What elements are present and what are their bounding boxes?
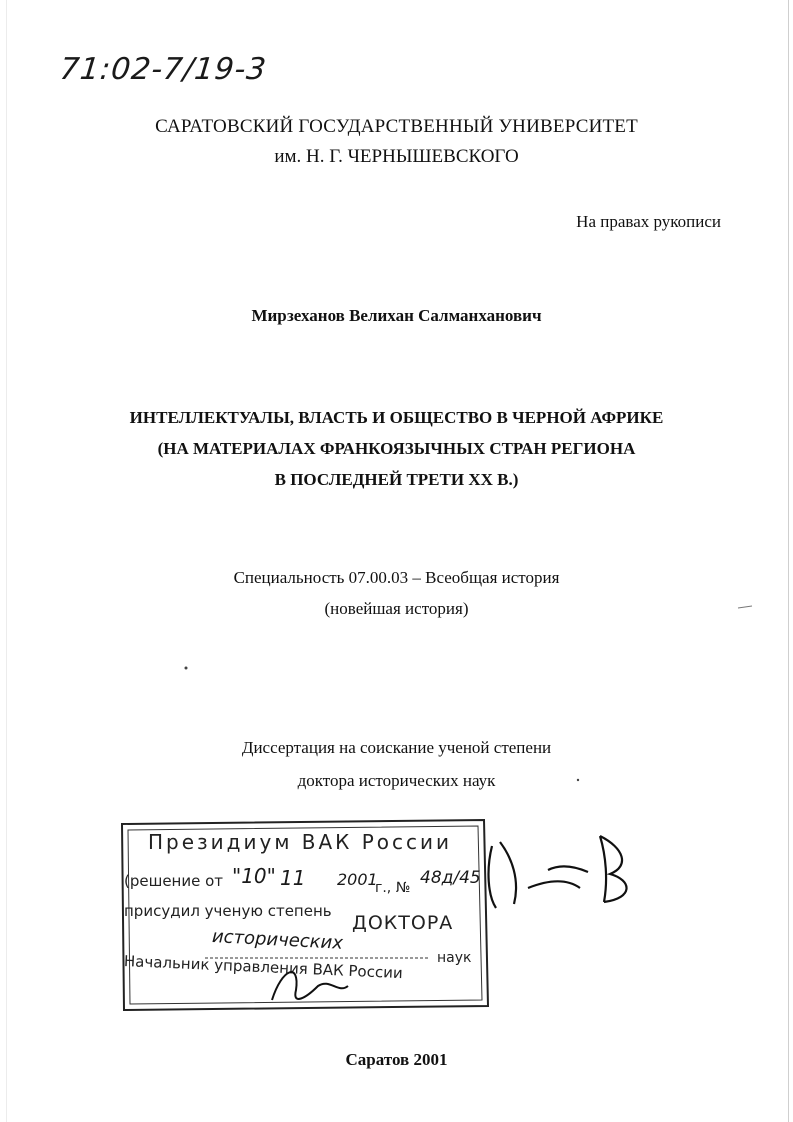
handwritten-decision-number: 48д/45 bbox=[420, 868, 481, 888]
stray-mark bbox=[185, 667, 188, 670]
author-name: Мирзеханов Велихан Салманханович bbox=[251, 306, 542, 325]
right-signature bbox=[489, 836, 627, 908]
stray-mark bbox=[738, 606, 752, 608]
specialty-subfield: (новейшая история) bbox=[324, 599, 469, 618]
handwritten-year: 2001 bbox=[337, 870, 378, 889]
archive-code: 71:02-7/19-3 bbox=[58, 52, 269, 87]
stamp-degree: ДОКТОРА bbox=[352, 912, 454, 934]
stamp-decision-number-label: г., № bbox=[375, 880, 411, 896]
handwritten-field: исторических bbox=[211, 926, 344, 954]
stamp-header: Президиум ВАК России bbox=[148, 830, 453, 854]
title-line: (НА МАТЕРИАЛАХ ФРАНКОЯЗЫЧНЫХ СТРАН РЕГИОНА bbox=[157, 439, 636, 458]
title-line: В ПОСЛЕДНЕЙ ТРЕТИ XX В.) bbox=[274, 470, 519, 489]
rights-note: На правах рукописи bbox=[576, 212, 721, 231]
university-name: САРАТОВСКИЙ ГОСУДАРСТВЕННЫЙ УНИВЕРСИТЕТ bbox=[155, 116, 638, 137]
stamp-awarded: присудил ученую степень bbox=[124, 902, 332, 920]
specialty-code: Специальность 07.00.03 – Всеобщая история bbox=[233, 568, 560, 587]
handwritten-day: "10" bbox=[232, 864, 276, 888]
stamp-decision-prefix: (решение от bbox=[124, 872, 224, 890]
stray-mark bbox=[577, 779, 579, 781]
degree-purpose: Диссертация на соискание ученой степени bbox=[241, 738, 552, 757]
handwritten-month: 11 bbox=[280, 866, 306, 890]
stamp-chief: Начальник управления ВАК России bbox=[123, 952, 404, 983]
university-honorific: им. Н. Г. ЧЕРНЫШЕВСКОГО bbox=[274, 146, 519, 167]
title-line: ИНТЕЛЛЕКТУАЛЫ, ВЛАСТЬ И ОБЩЕСТВО В ЧЕРНОЙ АФРИКЕ bbox=[129, 408, 664, 427]
degree-level: доктора исторических наук bbox=[297, 771, 496, 790]
city-year: Саратов 2001 bbox=[345, 1050, 448, 1069]
stamp-signature bbox=[272, 972, 348, 1000]
stamp-sciences: наук bbox=[437, 950, 472, 966]
